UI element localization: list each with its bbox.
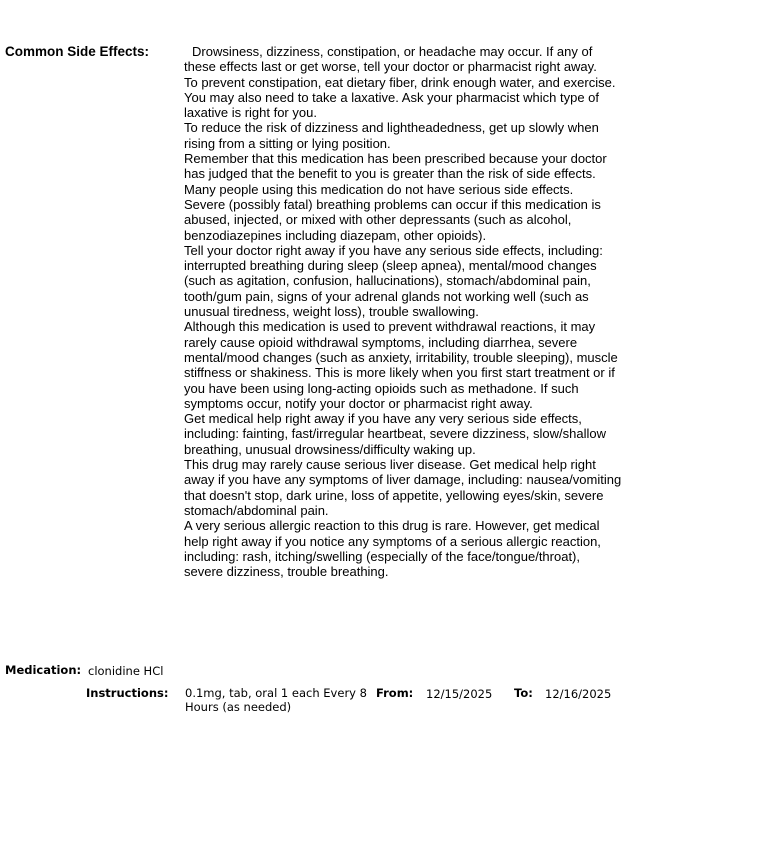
from-date-value: 12/15/2025 [426, 687, 493, 701]
side-effects-paragraph: To reduce the risk of dizziness and lightheadedness, get up slowly when rising from a sitting or lying position. [184, 120, 599, 151]
medication-value: clonidine HCl [88, 664, 164, 678]
side-effects-paragraph: A very serious allergic reaction to this drug is rare. However, get medical help right away if you notice any symptoms of a serious allergic reaction, including: rash, itching/swelling (especially of the face/tongue/throat), severe dizziness, trouble breathing. [184, 518, 601, 580]
side-effects-paragraph: Get medical help right away if you have any very serious side effects, including: fainting, fast/irregular heartbeat, severe dizziness, slow/shallow breathing, unusual drowsiness/difficulty waking up. [184, 411, 606, 457]
side-effects-paragraph: Although this medication is used to prevent withdrawal reactions, it may rarely cause opioid withdrawal symptoms, including diarrhea, severe mental/mood changes (such as anxiety, irritability, trouble sleeping), muscle stiffness or shakiness. This is more likely when you first start treatment or if you have been using long-acting opioids such as methadone. If such symptoms occur, notify your doctor or pharmacist right away. [184, 319, 618, 411]
instructions-value: 0.1mg, tab, oral 1 each Every 8 Hours (as needed) [185, 686, 367, 714]
to-label: To: [514, 686, 533, 700]
side-effects-label: Common Side Effects: [5, 44, 150, 59]
side-effects-paragraph: Drowsiness, dizziness, constipation, or headache may occur. If any of these effects last or get worse, tell your doctor or pharmacist right away. [184, 44, 597, 75]
instructions-label: Instructions: [86, 686, 169, 700]
side-effects-text [184, 44, 622, 579]
side-effects-paragraph: Remember that this medication has been prescribed because your doctor has judged that the benefit to you is greater than the risk of side effects. Many people using this medication do not have serious side effects. [184, 151, 607, 197]
side-effects-paragraph: Tell your doctor right away if you have any serious side effects, including: interrupted breathing during sleep (sleep apnea), mental/mood changes (such as agitation, confusion, hallucinations), stomach/abdominal pain, tooth/gum pain, signs of your adrenal glands not working well (such as unusual tiredness, weight loss), trouble swallowing. [184, 242, 603, 320]
side-effects-paragraph: This drug may rarely cause serious liver disease. Get medical help right away if you have any symptoms of liver damage, including: nausea/vomiting that doesn't stop, dark urine, loss of appetite, yellowing eyes/skin, severe stomach/abdominal pain. [184, 457, 622, 518]
side-effects-paragraph: To prevent constipation, eat dietary fiber, drink enough water, and exercise. You may also need to take a laxative. Ask your pharmacist which type of laxative is right for you. [184, 74, 616, 121]
side-effects-paragraph: Severe (possibly fatal) breathing problems can occur if this medication is abused, injected, or mixed with other depressants (such as alcohol, benzodiazepines including diazepam, other opioids). [184, 196, 601, 243]
from-label: From: [376, 686, 414, 700]
to-date-value: 12/16/2025 [545, 687, 612, 701]
medication-label: Medication: [5, 663, 82, 677]
